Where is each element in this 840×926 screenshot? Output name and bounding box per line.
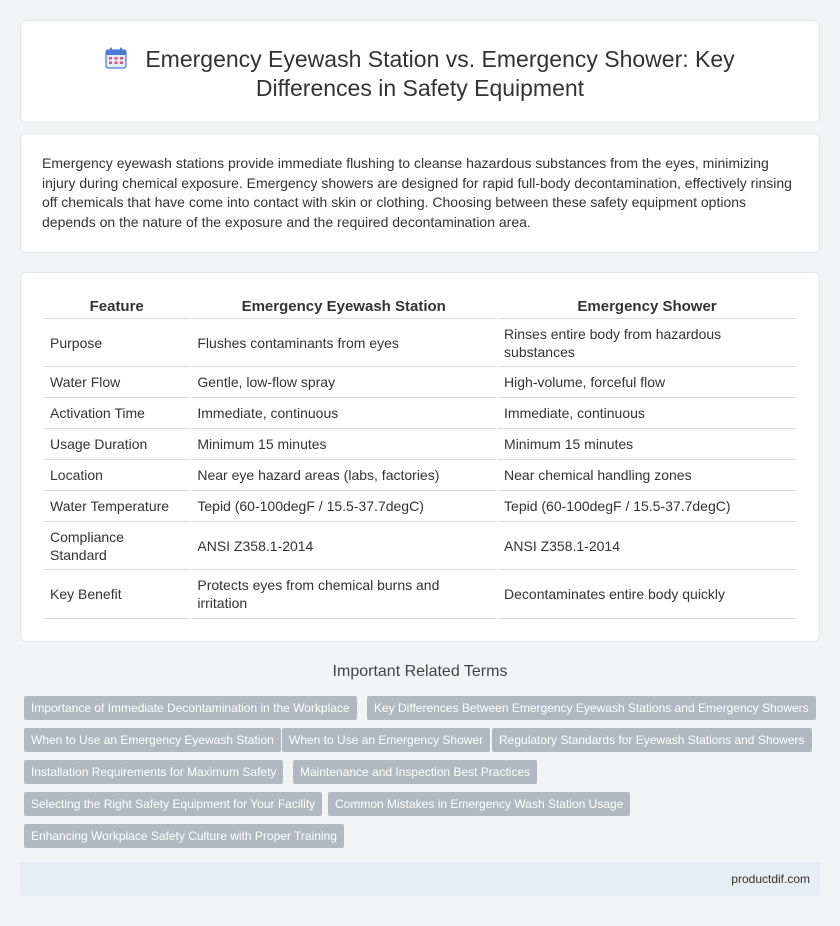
title-line-2: Differences in Safety Equipment	[255, 75, 585, 101]
table-row	[44, 429, 796, 460]
cell-shower: Rinses entire body from hazardous substances	[498, 319, 796, 367]
cell-eyewash: Minimum 15 minutes	[191, 429, 496, 460]
cell-eyewash: Tepid (60-100degF / 15.5-37.7degC)	[191, 491, 496, 522]
cell-feature: Key Benefit	[44, 570, 189, 619]
cell-feature: Purpose	[44, 319, 189, 367]
cell-eyewash: Immediate, continuous	[191, 398, 496, 429]
table-row	[44, 460, 796, 491]
comparison-card	[20, 272, 820, 642]
cell-shower: ANSI Z358.1-2014	[498, 522, 796, 570]
table-row	[44, 570, 796, 619]
cell-eyewash: Gentle, low-flow spray	[191, 367, 496, 398]
related-tag[interactable]: Enhancing Workplace Safety Culture with Proper Training	[24, 824, 344, 848]
calendar-icon	[105, 47, 127, 69]
related-tag[interactable]: Importance of Immediate Decontamination in the Workplace	[24, 696, 357, 720]
cell-shower: High-volume, forceful flow	[498, 367, 796, 398]
cell-shower: Minimum 15 minutes	[498, 429, 796, 460]
table-row	[44, 367, 796, 398]
table-row	[44, 398, 796, 429]
table-row	[44, 319, 796, 367]
cell-eyewash: Near eye hazard areas (labs, factories)	[191, 460, 496, 491]
related-tag[interactable]: Installation Requirements for Maximum Safety	[24, 760, 283, 784]
cell-shower: Near chemical handling zones	[498, 460, 796, 491]
footer-site-link[interactable]: productdif.com	[731, 872, 810, 886]
comparison-table	[42, 295, 798, 619]
table-header-row	[44, 295, 796, 319]
related-tag[interactable]: Regulatory Standards for Eyewash Stations and Showers	[492, 728, 812, 752]
cell-eyewash: ANSI Z358.1-2014	[191, 522, 496, 570]
cell-shower: Immediate, continuous	[498, 398, 796, 429]
related-tag[interactable]: Selecting the Right Safety Equipment for Your Facility	[24, 792, 322, 816]
cell-feature: Location	[44, 460, 189, 491]
cell-feature: Usage Duration	[44, 429, 189, 460]
cell-shower: Decontaminates entire body quickly	[498, 570, 796, 619]
related-tag[interactable]: Common Mistakes in Emergency Wash Station Usage	[328, 792, 630, 816]
cell-eyewash: Flushes contaminants from eyes	[191, 319, 496, 367]
header-feature: Feature	[44, 295, 189, 319]
cell-feature: Water Flow	[44, 367, 189, 398]
footer	[20, 862, 820, 896]
table-row	[44, 522, 796, 570]
title-line-1: Emergency Eyewash Station vs. Emergency Shower: Key	[145, 46, 735, 72]
cell-feature: Compliance Standard	[44, 522, 189, 570]
header-shower: Emergency Shower	[498, 295, 796, 319]
table-row	[44, 491, 796, 522]
related-tag[interactable]: Maintenance and Inspection Best Practices	[293, 760, 537, 784]
related-tag[interactable]: When to Use an Emergency Eyewash Station	[24, 728, 281, 752]
intro-text: Emergency eyewash stations provide immediate flushing to cleanse hazardous substances from the eyes, minimizing injury during chemical exposure. Emergency showers are designed for rapid full-body decontamination, effectively rinsing off chemicals that have come into contact with skin or clothing. Choosing between these safety equipment options depends on the nature of the exposure and the required decontamination area.	[42, 155, 792, 230]
cell-feature: Activation Time	[44, 398, 189, 429]
cell-shower: Tepid (60-100degF / 15.5-37.7degC)	[498, 491, 796, 522]
header-card	[20, 20, 820, 123]
intro-card	[20, 133, 820, 253]
header-eyewash: Emergency Eyewash Station	[191, 295, 496, 319]
page-title	[21, 45, 819, 103]
cell-eyewash: Protects eyes from chemical burns and irritation	[191, 570, 496, 619]
cell-feature: Water Temperature	[44, 491, 189, 522]
related-terms-title: Important Related Terms	[332, 663, 508, 680]
related-tag[interactable]: Key Differences Between Emergency Eyewash Stations and Emergency Showers	[367, 696, 816, 720]
related-tag[interactable]: When to Use an Emergency Shower	[282, 728, 490, 752]
